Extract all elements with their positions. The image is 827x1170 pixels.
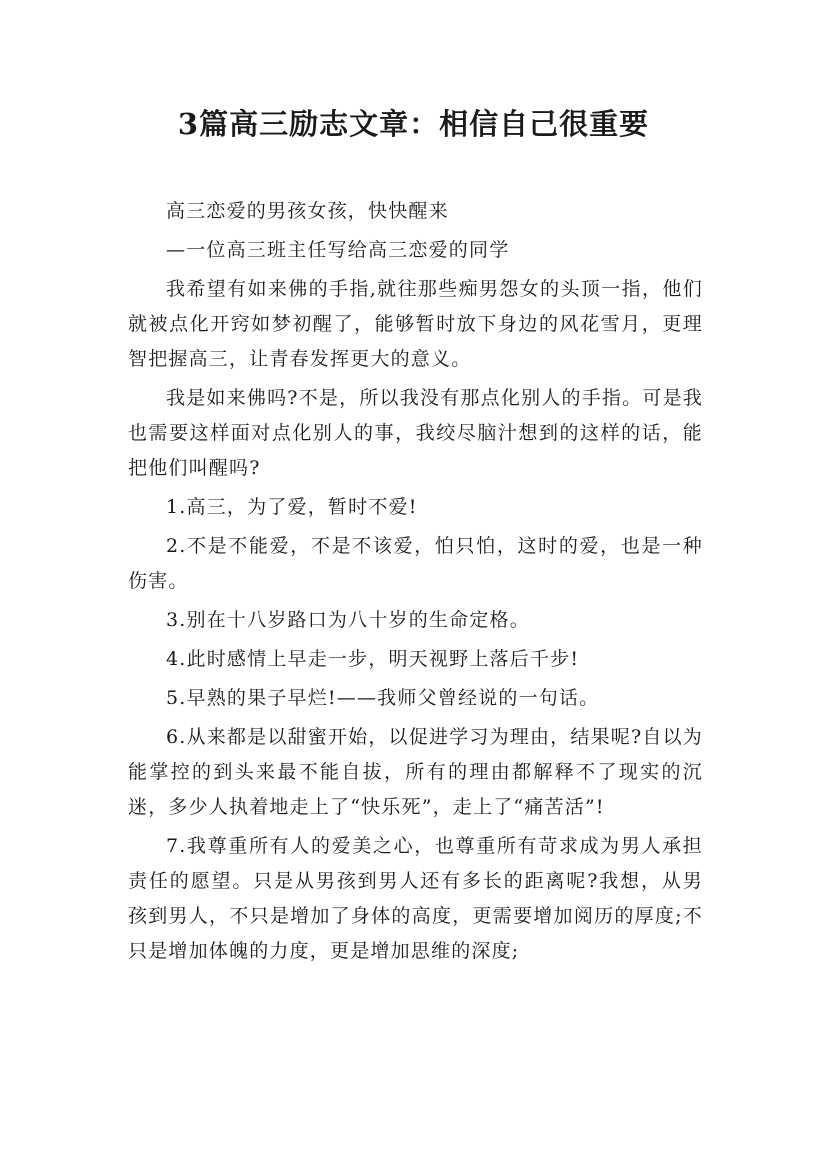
paragraph-heading: 高三恋爱的男孩女孩，快快醒来 [166,200,449,222]
list-item-1: 1.高三，为了爱，暂时不爱! [166,496,418,518]
list-item-7: 7.我尊重所有人的爱美之心，也尊重所有苛求成为男人承担责任的愿望。只是从男孩到男人还有多长的距离呢?我想，从男孩到男人，不只是增加了身体的高度，更需要增加阅历的厚度;不只是增加体魄的力度，更是增加思维的深度; [128,835,703,962]
paragraph-question: 我是如来佛吗?不是，所以我没有那点化别人的手指。可是我也需要这样面对点化别人的事，我绞尽脑汁想到的这样的话，能把他们叫醒吗? [128,387,703,479]
list-item-2: 2.不是不能爱，不是不该爱，怕只怕，这时的爱，也是一种伤害。 [128,535,703,592]
paragraph-subheading: —一位高三班主任写给高三恋爱的同学 [166,239,510,261]
document-title: 3篇高三励志文章：相信自己很重要 [177,107,650,141]
document-body [128,194,703,969]
list-item-6: 6.从来都是以甜蜜开始，以促进学习为理由，结果呢?自以为能掌控的到头来最不能自拔，所有的理由都解释不了现实的沉迷，多少人执着地走上了“快乐死”，走上了“痛苦活”! [128,726,703,818]
paragraph-intro: 我希望有如来佛的手指,就往那些痴男怨女的头顶一指，他们就被点化开窍如梦初醒了，能够暂时放下身边的风花雪月，更理智把握高三，让青春发挥更大的意义。 [128,278,703,370]
list-item-4: 4.此时感情上早走一步，明天视野上落后千步! [166,648,580,670]
list-item-3: 3.别在十八岁路口为八十岁的生命定格。 [166,609,530,631]
list-item-5: 5.早熟的果子早烂!——我师父曾经说的一句话。 [166,687,600,709]
